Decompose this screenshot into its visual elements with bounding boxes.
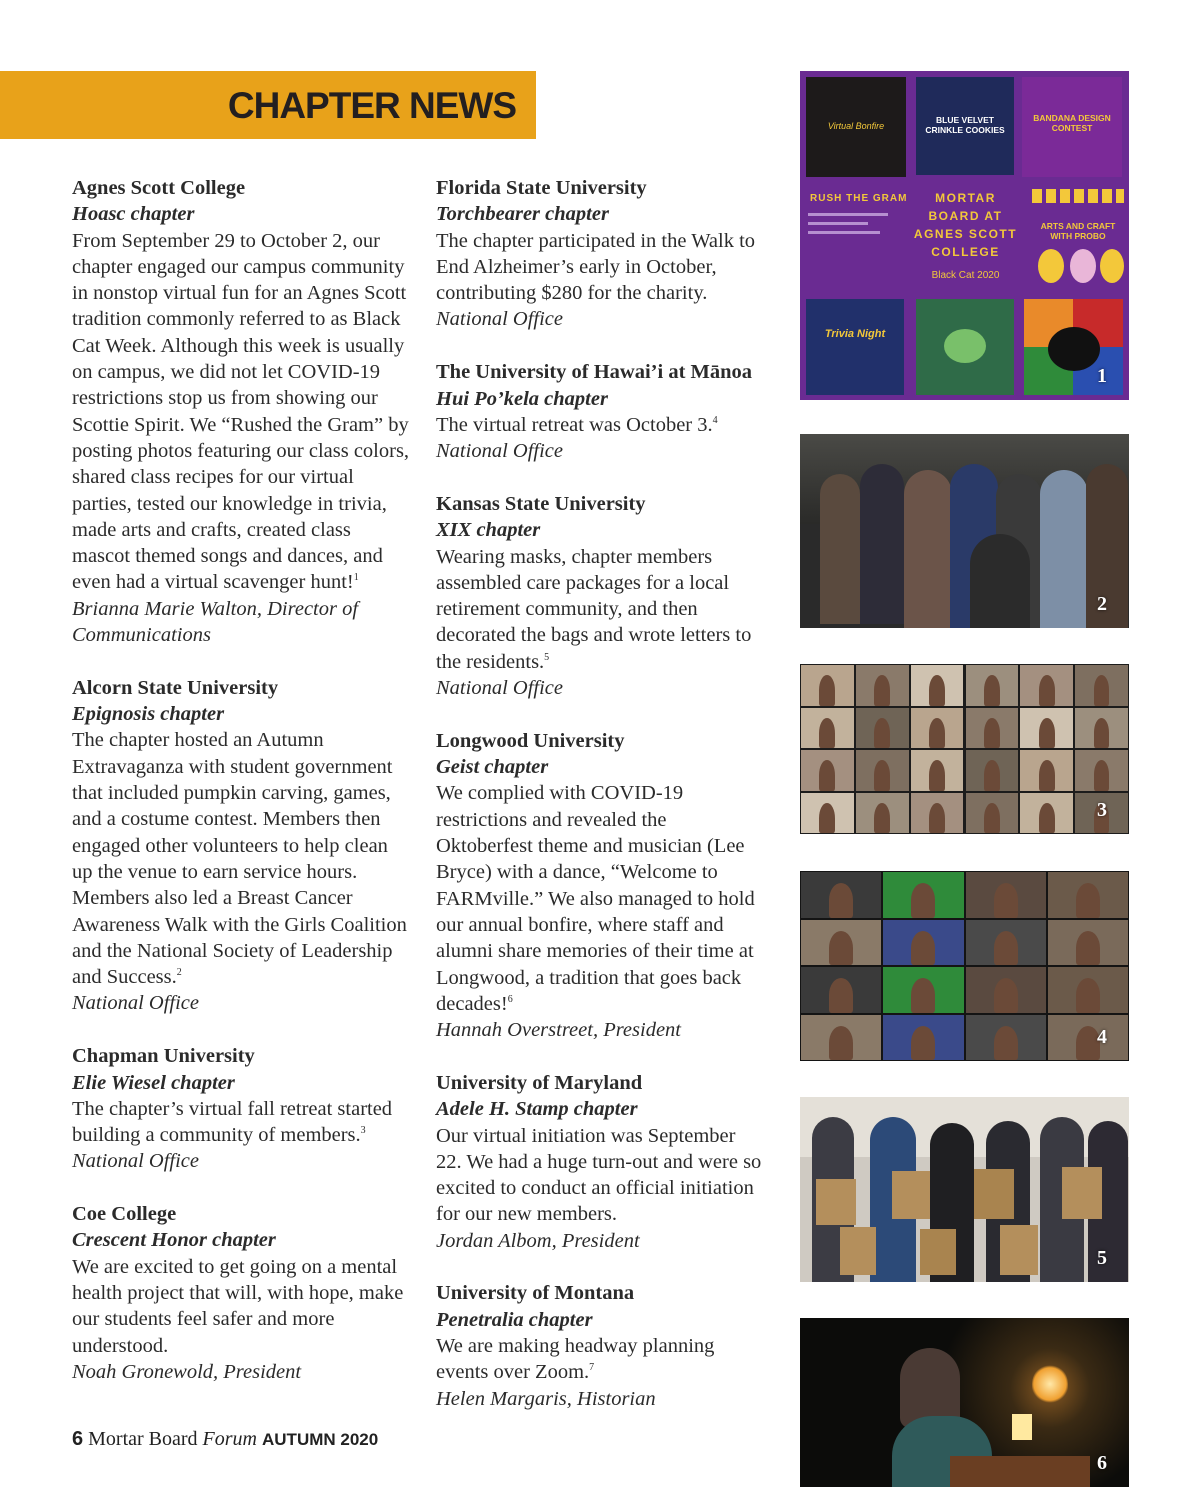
entry-body: Wearing masks, chapter members assembled care packages for a local retirement community, and then decorated the bags and wrote letters to the residents.$^5$ [436, 545, 752, 673]
video-tile [1075, 665, 1128, 706]
video-tile [1048, 1015, 1128, 1061]
photo-ref: 4 [712, 415, 718, 427]
photo-chapman-zoom-grid [800, 664, 1129, 834]
video-tile [1075, 750, 1128, 791]
participant-figure [929, 675, 945, 705]
rush-the-gram-label: RUSH THE GRAM [810, 193, 908, 204]
participant-figure [819, 718, 835, 748]
photo-ref: 7 [589, 1362, 595, 1374]
participant-figure [984, 760, 1000, 790]
chapter-name: Torchbearer chapter [436, 203, 609, 226]
school-name: Chapman University [72, 1045, 255, 1068]
page-title: CHAPTER NEWS [227, 85, 516, 126]
video-tile [911, 750, 964, 791]
participant-figure [1076, 978, 1100, 1012]
video-tile [911, 665, 964, 706]
participant-figure [929, 718, 945, 748]
participant-figure [819, 760, 835, 790]
photo-ref: 2 [176, 967, 182, 979]
participant-figure [1039, 760, 1055, 790]
photo-hawaii-zoom-grid [800, 871, 1129, 1061]
photo-number: 6 [1097, 1452, 1107, 1474]
news-entry [72, 675, 412, 1017]
participant-figure [819, 803, 835, 833]
participant-figure [1039, 718, 1055, 748]
video-tile [856, 750, 909, 791]
school-name: Florida State University [436, 177, 647, 199]
publication-name-italic: Forum [202, 1428, 257, 1450]
news-entry [436, 1280, 766, 1411]
entry-body: Our virtual initiation was September 22. We had a huge turn-out and were so excited to conduct an official initiation for our new members. [436, 1124, 762, 1226]
participant-figure [829, 931, 853, 965]
video-tile [801, 920, 881, 966]
entry-author: Noah Gronewold, President [72, 1360, 302, 1383]
participant-figure [911, 883, 935, 917]
recipe-tile [916, 299, 1014, 395]
video-tile [801, 665, 854, 706]
page-footer [72, 1428, 378, 1451]
participant-figure [1076, 883, 1100, 917]
participant-figure [874, 760, 890, 790]
participant-figure [911, 1026, 935, 1060]
bandana-tile [1022, 77, 1122, 177]
collage-center-title: MORTAR BOARD AT AGNES SCOTT COLLEGE Black Cat 2020 [913, 191, 1018, 281]
participant-figure [994, 1026, 1018, 1060]
bandana-tile-label: BANDANA DESIGN CONTEST [1033, 113, 1111, 133]
egg-decoration [1100, 249, 1124, 283]
entry-author: National Office [72, 1150, 199, 1173]
participant-figure [819, 675, 835, 705]
photo-number: 4 [1097, 1026, 1107, 1048]
video-tile [801, 967, 881, 1013]
photo-kansas-state-group [800, 434, 1129, 628]
chapter-name: Hui Po’kela chapter [436, 387, 608, 410]
rush-text-block [808, 207, 898, 267]
video-tile [966, 920, 1046, 966]
news-entry [436, 359, 766, 464]
video-tile [911, 793, 964, 834]
egg-decoration [1070, 249, 1096, 283]
photo-number: 2 [1097, 593, 1107, 615]
video-tile [856, 793, 909, 834]
participant-figure [874, 675, 890, 705]
participant-figure [911, 931, 935, 965]
video-tile [856, 708, 909, 749]
school-name: Coe College [72, 1203, 177, 1226]
video-tile [966, 665, 1019, 706]
participant-figure [911, 978, 935, 1012]
entry-body: The virtual retreat was October 3.$^4$ [436, 413, 718, 436]
entry-body: From September 29 to October 2, our chapter engaged our campus community in nonstop virtual fun for an Agnes Scott tradition commonly referred to as Black Cat Week. Although this week is usually on campus, we did not let COVID-19 restrictions stop us from showing our Scottie Spirit. We “Rushed the Gram” by posting photos featuring our class colors, shared class recipes for our virtual parties, tested our knowledge in trivia, made arts and crafts, created class mascot themed songs and dances, and even had a virtual scavenger hunt!$^1$ [72, 229, 410, 594]
video-tile [966, 967, 1046, 1013]
participant-figure [984, 718, 1000, 748]
chapter-name: Crescent Honor chapter [72, 1229, 276, 1252]
participant-figure [1076, 931, 1100, 965]
trivia-tile-label: Trivia Night [824, 328, 886, 340]
school-name: Longwood University [436, 729, 625, 752]
bonfire-tile-label: Virtual Bonfire [827, 121, 885, 131]
entry-author: National Office [436, 440, 563, 463]
news-column-1 [72, 175, 412, 1412]
video-tile [911, 708, 964, 749]
recipe-badge [1048, 327, 1100, 371]
news-entry [436, 175, 766, 333]
entry-author: Brianna Marie Walton, Director of Communications [72, 597, 359, 647]
cookies-tile-label: BLUE VELVET CRINKLE COOKIES [925, 115, 1005, 135]
video-tile [883, 967, 963, 1013]
participant-figure [1039, 803, 1055, 833]
photo-ref: 6 [507, 993, 513, 1005]
video-tile [966, 1015, 1046, 1061]
participant-figure [829, 883, 853, 917]
school-name: University of Montana [436, 1282, 635, 1305]
entry-author: National Office [72, 992, 199, 1015]
video-tile [966, 750, 1019, 791]
video-tile [801, 872, 881, 918]
news-entry [72, 175, 412, 648]
participant-figure [984, 675, 1000, 705]
school-name: Agnes Scott College [72, 177, 246, 199]
video-tile [1075, 708, 1128, 749]
page-number: 6 [72, 1428, 84, 1450]
publication-name: Mortar Board [88, 1428, 198, 1450]
video-tile [1020, 708, 1073, 749]
photo-ref: 1 [353, 572, 359, 584]
school-name: The University of Hawai’i at Mānoa [436, 361, 753, 384]
news-entry [436, 491, 766, 701]
trivia-tile [806, 299, 904, 395]
news-column-2 [436, 175, 766, 1438]
video-tile [883, 920, 963, 966]
entry-body: The chapter hosted an Autumn Extravaganza with student government that included pumpkin carving, games, and a costume contest. Members then engaged other volunteers to help clean up the venue to earn service hours. Members also led a Breast Cancer Awareness Walk with the Girls Coalition and the National Society of Leadership and Success.$^2$ [72, 729, 407, 989]
video-tile [966, 708, 1019, 749]
photo-longwood-bonfire [800, 1318, 1129, 1487]
entry-body: We complied with COVID-19 restrictions and revealed the Oktoberfest theme and musician (Lee Bryce) with a dance, “Welcome to FARMville.” We also managed to hold our annual bonfire, where staff and alumni share memories of their time at Longwood, a tradition that goes back decades!$^6$ [436, 782, 755, 1015]
video-tile [1048, 967, 1128, 1013]
participant-figure [929, 760, 945, 790]
news-entry [72, 1043, 412, 1174]
participant-figure [1094, 760, 1110, 790]
photo-number: 3 [1097, 799, 1107, 821]
chapter-name: XIX chapter [436, 519, 541, 542]
video-tile [883, 872, 963, 918]
participant-figure [984, 803, 1000, 833]
chapter-name: Elie Wiesel chapter [72, 1071, 235, 1094]
news-entry [436, 1070, 766, 1254]
participant-figure [994, 883, 1018, 917]
photo-number: 5 [1097, 1247, 1107, 1269]
video-tile [1020, 793, 1073, 834]
issue-label: AUTUMN 2020 [262, 1430, 379, 1449]
chapter-name: Hoasc chapter [72, 203, 195, 226]
entry-author: National Office [436, 677, 563, 700]
video-tile [966, 793, 1019, 834]
school-name: Kansas State University [436, 492, 646, 515]
participant-figure [1094, 675, 1110, 705]
photo-number: 1 [1097, 365, 1107, 387]
entry-body: The chapter participated in the Walk to End Alzheimer’s early in October, contributing $280 for the charity. [436, 229, 756, 305]
participant-figure [829, 978, 853, 1012]
entry-body: We are making headway planning events over Zoom.$^7$ [436, 1335, 715, 1384]
news-entry [72, 1201, 412, 1385]
photo-agnes-scott-collage [800, 71, 1129, 400]
chapter-name: Epignosis chapter [72, 703, 225, 726]
egg-decoration [1038, 249, 1064, 283]
chapter-name: Geist chapter [436, 756, 549, 779]
video-tile [1020, 665, 1073, 706]
arts-craft-label: ARTS AND CRAFT WITH PROBO [1040, 221, 1116, 241]
participant-figure [874, 803, 890, 833]
participant-figure [874, 718, 890, 748]
video-tile [801, 793, 854, 834]
entry-author: Hannah Overstreet, President [436, 1019, 681, 1042]
video-tile [966, 872, 1046, 918]
bonfire-tile [806, 77, 906, 177]
video-tile [1048, 872, 1128, 918]
video-tile [801, 708, 854, 749]
participant-figure [994, 931, 1018, 965]
photo-kansas-state-care-packages [800, 1097, 1129, 1282]
participant-figure [994, 978, 1018, 1012]
entry-author: National Office [436, 308, 563, 331]
participant-figure [829, 1026, 853, 1060]
school-name: University of Maryland [436, 1071, 643, 1094]
entry-author: Helen Margaris, Historian [436, 1387, 656, 1410]
news-entry [436, 728, 766, 1044]
video-tile [801, 750, 854, 791]
chapter-name: Adele H. Stamp chapter [436, 1098, 638, 1121]
participant-figure [929, 803, 945, 833]
entry-body: We are excited to get going on a mental health project that will, with hope, make our students feel safer and more understood. [72, 1255, 404, 1357]
chapter-news-banner [0, 71, 536, 139]
chapter-name: Penetralia chapter [436, 1308, 593, 1331]
entry-body: The chapter’s virtual fall retreat started building a community of members.$^3$ [72, 1097, 393, 1147]
video-tile [1020, 750, 1073, 791]
participant-figure [1039, 675, 1055, 705]
video-tile [1048, 920, 1128, 966]
participant-figure [1094, 718, 1110, 748]
entry-author: Jordan Albom, President [436, 1229, 640, 1252]
video-tile [856, 665, 909, 706]
photo-ref: 3 [360, 1125, 366, 1137]
video-tile [883, 1015, 963, 1061]
cookies-tile [916, 77, 1014, 175]
pennant-decoration [1032, 189, 1124, 203]
video-tile [801, 1015, 881, 1061]
photo-ref: 5 [544, 651, 550, 663]
school-name: Alcorn State University [72, 676, 279, 699]
